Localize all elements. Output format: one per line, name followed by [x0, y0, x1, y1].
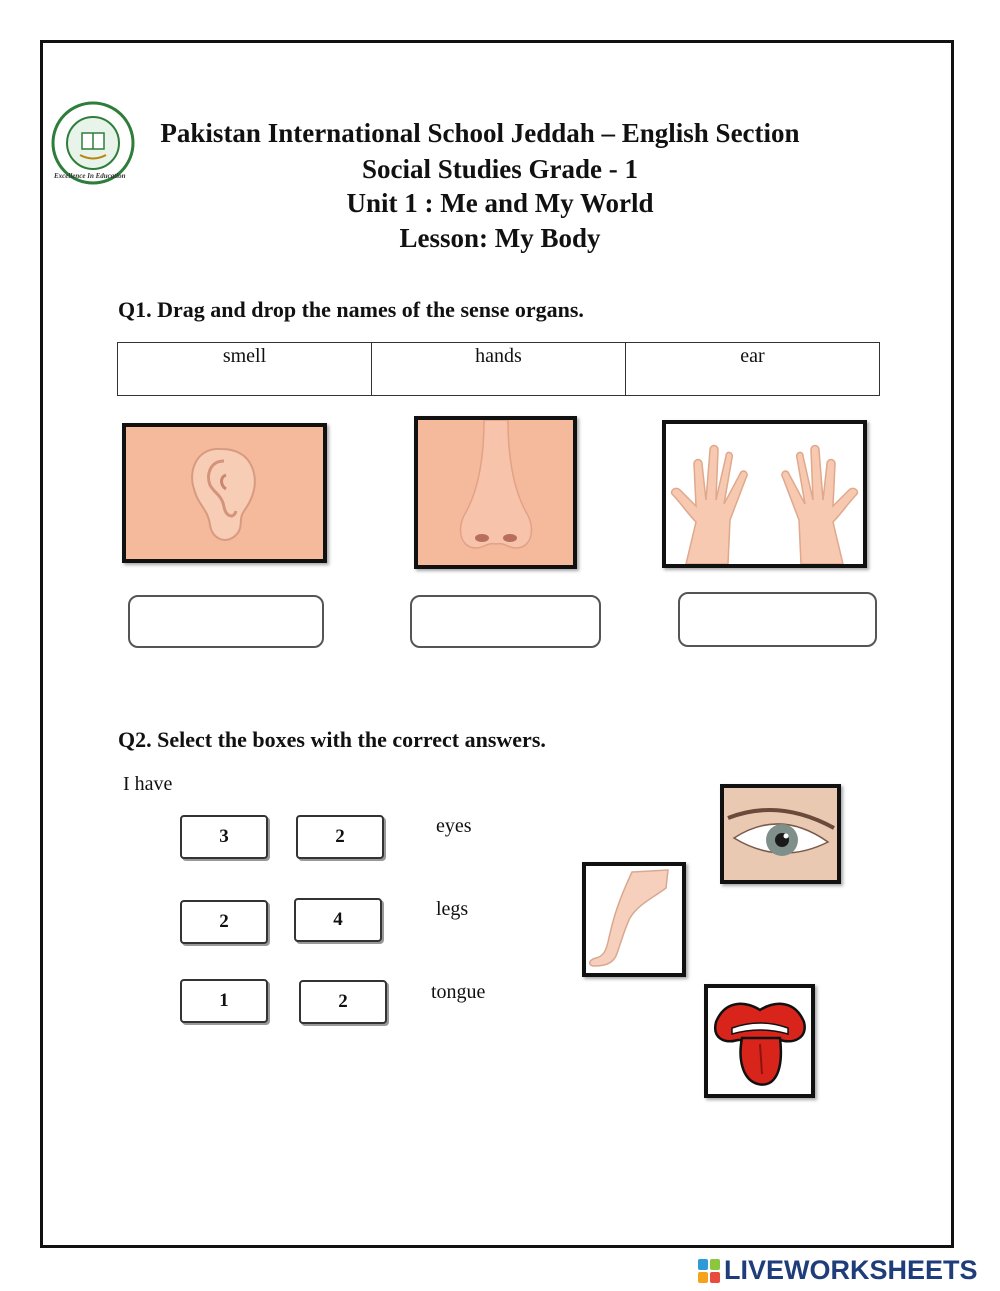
tongue-image [704, 984, 815, 1098]
eyes-option-1[interactable]: 3 [180, 815, 268, 859]
word-bank [117, 342, 880, 396]
eyes-label: eyes [436, 815, 472, 837]
word-ear[interactable]: ear [740, 345, 765, 367]
liveworksheets-label: LIVEWORKSHEETS [724, 1255, 978, 1285]
eyes-option-2[interactable]: 2 [296, 815, 384, 859]
legs-option-1[interactable]: 2 [180, 900, 268, 944]
eye-image [720, 784, 841, 884]
tongue-option-1[interactable]: 1 [180, 979, 268, 1023]
legs-label: legs [436, 898, 469, 920]
q2-prompt: Q2. Select the boxes with the correct answers. [118, 727, 546, 752]
leg-image [582, 862, 686, 977]
tongue-label: tongue [431, 981, 486, 1003]
drop-box-ear[interactable] [128, 595, 324, 648]
i-have-text: I have [123, 773, 173, 795]
logo-motto: Excellence In Education [54, 172, 126, 180]
drop-box-hands[interactable] [678, 592, 877, 647]
hands-image [662, 420, 867, 568]
tongue-option-2[interactable]: 2 [299, 980, 387, 1024]
subject-title: Social Studies Grade - 1 [361, 154, 638, 184]
drop-box-nose[interactable] [410, 595, 601, 648]
legs-option-2[interactable]: 4 [294, 898, 382, 942]
nose-image [414, 416, 577, 569]
ear-image [122, 423, 327, 563]
liveworksheets-icon [698, 1259, 720, 1283]
word-smell[interactable]: smell [118, 343, 372, 395]
unit-title: Unit 1 : Me and My World [346, 188, 654, 218]
liveworksheets-brand [698, 1255, 978, 1286]
word-hands[interactable]: hands [372, 343, 626, 395]
q1-prompt: Q1. Drag and drop the names of the sense organs. [118, 297, 584, 322]
lesson-title: Lesson: My Body [399, 223, 601, 253]
school-title: Pakistan International School Jeddah – English Section [160, 118, 800, 148]
